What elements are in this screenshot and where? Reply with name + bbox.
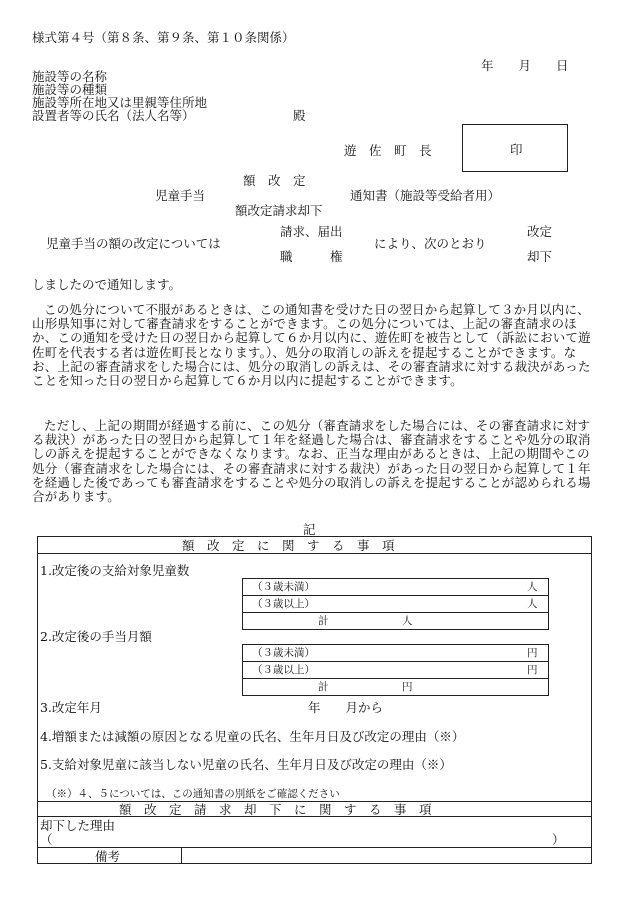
monthly-amount-under3: （３歳未満） (252, 647, 315, 659)
title-right: 通知書（施設等受給者用） (350, 188, 501, 203)
sentence-middle: により、次のとおり (374, 236, 487, 251)
seal-mark: 印 (510, 142, 523, 157)
child-count-under3-unit: 人 (527, 581, 538, 593)
monthly-amount-under3-unit: 円 (527, 647, 538, 659)
remarks-label: 備考 (95, 849, 121, 864)
child-count-under3: （３歳未満） (252, 581, 315, 593)
rejection-reason-label: 却下した理由 (40, 818, 116, 833)
appeal-paragraph-1: この処分について不服があるときは、この通知書を受けた日の翌日から起算して３か月以内に、山形県知事に対して審査請求をすることができます。この処分については、上記の審査請求のほか、この通知を受けた日の翌日から起算して６か月以内に、遊佐町を被告として（訴訟において遊佐町を代表する者は遊佐町長となります。）、処分の取消しの訴えを提起することができます。なお、上記の審査請求をした場合には、処分の取消しの訴えは、その審査請求に対する裁決があったことを知った日の翌日から起算して６か月以内に提起することができます。 (32, 302, 591, 389)
item1-label: 1.改定後の支給対象児童数 (40, 563, 190, 578)
item3-label: 3.改定年月 (40, 700, 102, 715)
sentence-result-bottom: 却下 (527, 249, 553, 264)
title-top: 額 改 定 (243, 173, 306, 188)
title-left: 児童手当 (155, 188, 206, 203)
sentence-end: しましたので通知します。 (32, 277, 182, 292)
honorific: 殿 (293, 108, 306, 123)
section1-header: 額 改 定 に 関 す る 事 項 (182, 538, 395, 553)
mayor-title: 遊 佐 町 長 (344, 143, 432, 158)
date-label: 年 月 日 (481, 58, 569, 73)
section1-header-divider (37, 553, 592, 554)
rejection-reason-paren-open: （ (40, 832, 53, 847)
remarks-column-divider (181, 847, 182, 864)
section2-header: 額 改 定 請 求 却 下 に 関 す る 事 項 (119, 802, 432, 817)
child-count-over3-unit: 人 (527, 598, 538, 610)
ki-label: 記 (303, 522, 316, 537)
child-count-over3: （３歳以上） (252, 598, 315, 610)
facility-address-label: 施設等所在地又は里親等住所地 (32, 95, 208, 110)
sentence-option-top: 請求、届出 (280, 224, 343, 239)
seal-box (462, 124, 568, 172)
title-bottom: 額改定請求却下 (235, 203, 323, 218)
monthly-amount-total: 計 円 (318, 681, 413, 693)
form-number: 様式第４号（第８条、第９条、第１０条関係） (32, 30, 295, 45)
monthly-amount-over3: （３歳以上） (252, 664, 315, 676)
installer-name-label: 設置者等の氏名（法人名等） (32, 108, 195, 123)
item4-label: 4.増額または減額の原因となる児童の氏名、生年月日及び改定の理由（※） (40, 729, 465, 744)
monthly-amount-over3-unit: 円 (527, 664, 538, 676)
monthly-amount-row-divider (242, 678, 549, 679)
rejection-reason-paren-close: ） (552, 832, 565, 847)
child-count-row-divider (242, 612, 549, 613)
facility-name-label: 施設等の名称 (32, 69, 108, 84)
sentence-result-top: 改定 (527, 224, 553, 239)
sentence-option-bottom: 職 権 (280, 249, 343, 264)
child-count-row-divider (242, 595, 549, 596)
child-count-total: 計 人 (318, 615, 413, 627)
remarks-divider (37, 847, 592, 848)
item3-value: 年 月から (308, 700, 384, 715)
note-label: （※）４、５については、この通知書の別紙をご確認ください (46, 788, 340, 800)
appeal-paragraph-2: ただし、上記の期間が経過する前に、この処分（審査請求をした場合には、その審査請求に対する裁決）があった日の翌日から起算して１年を経過した場合は、審査請求をすることや処分の取消しの訴えを提起することができなくなります。なお、正当な理由があるときは、上記の期間やこの処分（審査請求をした場合には、その審査請求に対する裁決）があった日の翌日から起算して１年を経過した後であっても審査請求をすることや処分の取消しの訴えを提起することが認められる場合があります。 (32, 418, 591, 505)
item2-label: 2.改定後の手当月額 (40, 629, 152, 644)
monthly-amount-row-divider (242, 661, 549, 662)
facility-type-label: 施設等の種類 (32, 82, 108, 97)
sentence-lead: 児童手当の額の改定については (46, 236, 221, 251)
item5-label: 5.支給対象児童に該当しない児童の氏名、生年月日及び改定の理由（※） (40, 757, 452, 772)
